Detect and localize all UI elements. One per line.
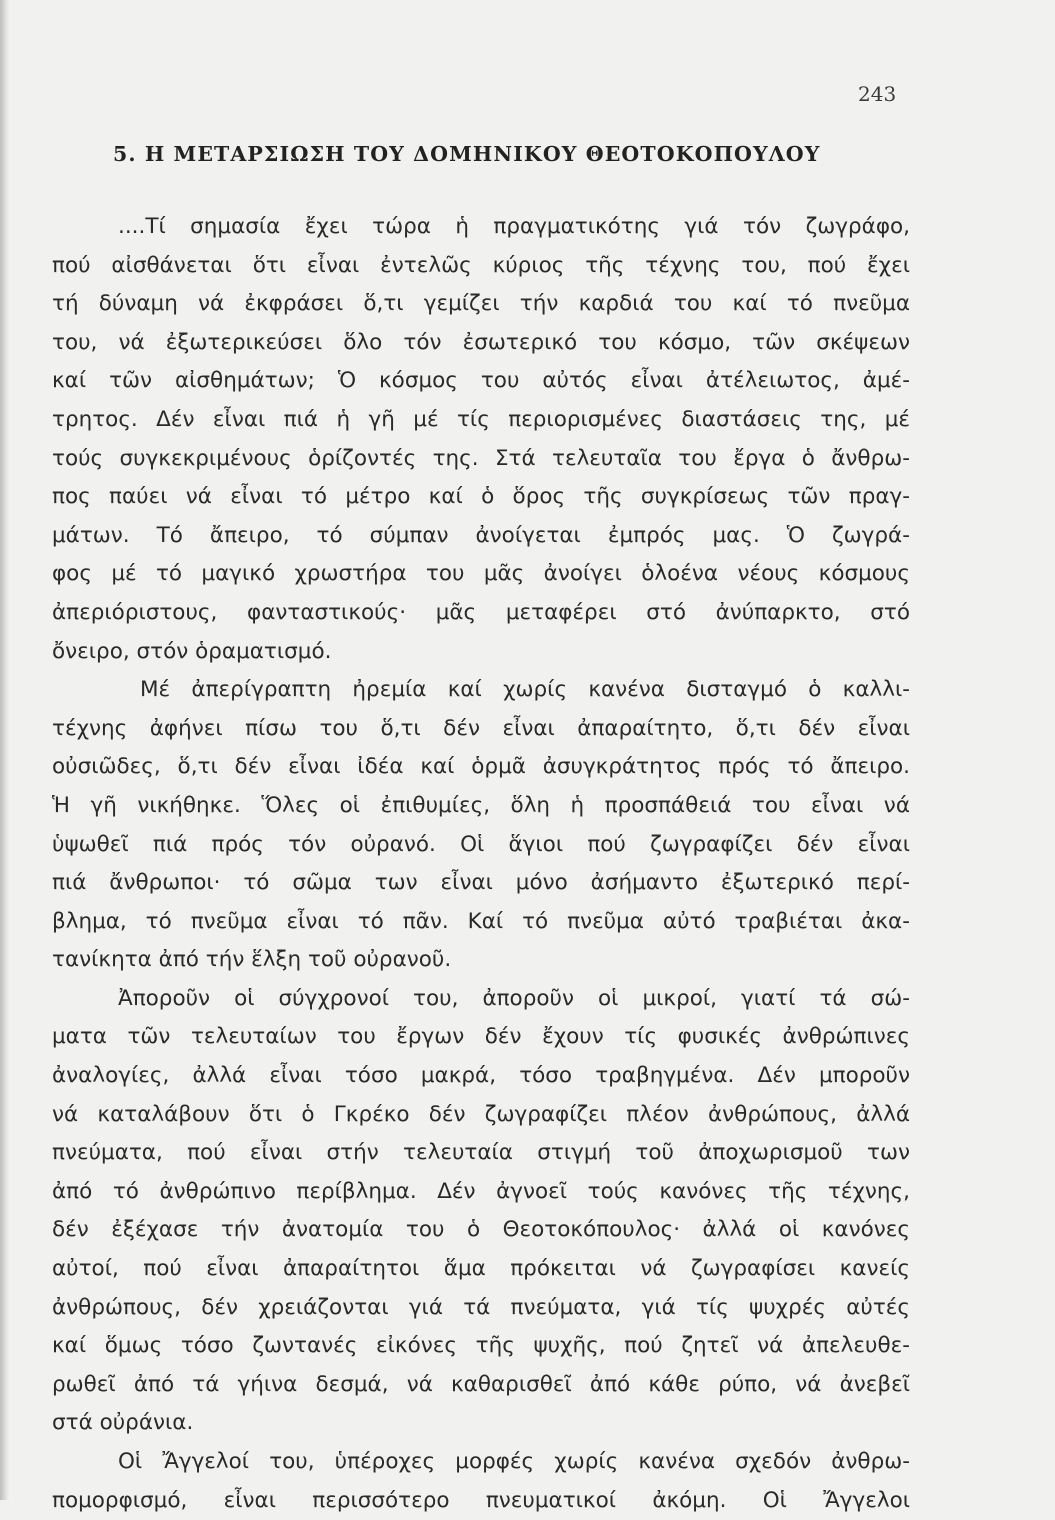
text-line: πος παύει νά εἶναι τό μέτρο καί ὁ ὅρος τῆς συγκρίσεως τῶν πραγ- — [52, 484, 910, 510]
text-line: Ἡ γῆ νικήθηκε. Ὅλες οἱ ἐπιθυμίες, ὅλη ἡ προσπάθειά του εἶναι νά — [52, 792, 910, 818]
text-line: Μέ ἀπερίγραπτη ἠρεμία καί χωρίς κανένα δισταγμό ὁ καλλι- — [140, 677, 910, 703]
text-line: τούς συγκεκριμένους ὁρίζοντές της. Στά τελευταῖα του ἔργα ὁ ἄνθρω- — [52, 445, 910, 471]
chapter-heading: 5. Η ΜΕΤΑΡΣΙΩΣΗ ΤΟΥ ΔΟΜΗΝΙΚΟΥ ΘΕΟΤΟΚΟΠΟΥΛΟΥ — [113, 142, 821, 166]
text-line: στά οὐράνια. — [52, 1410, 194, 1436]
text-line: Οἱ Ἄγγελοί του, ὑπέροχες μορφές χωρίς κανένα σχεδόν ἀνθρω- — [118, 1449, 910, 1474]
text-line: βλημα, τό πνεῦμα εἶναι τό πᾶν. Καί τό πνεῦμα αὐτό τραβιέται ἀκα- — [52, 908, 910, 934]
text-line: καί τῶν αἰσθημάτων; Ὁ κόσμος του αὐτός εἶναι ἀτέλειωτος, ἀμέ- — [52, 368, 910, 394]
text-line: οὐσιῶδες, ὅ,τι δέν εἶναι ἰδέα καί ὁρμᾶ ἀσυγκράτητος πρός τό ἄπειρο. — [52, 754, 910, 780]
text-line: ὑψωθεῖ πιά πρός τόν οὐρανό. Οἱ ἅγιοι πού ζωγραφίζει δέν εἶναι — [52, 831, 910, 857]
paragraph-1 — [52, 208, 910, 671]
text-line: αὐτοί, πού εἶναι ἀπαραίτητοι ἅμα πρόκειται νά ζωγραφίσει κανείς — [52, 1256, 910, 1282]
text-line: ὄνειρο, στόν ὁραματισμό. — [52, 638, 332, 664]
text-line: πομορφισμό, εἶναι περισσότερο πνευματικοί ἀκόμη. Οἱ Ἄγγελοι — [52, 1487, 910, 1513]
text-line: νά καταλάβουν ὅτι ὁ Γκρέκο δέν ζωγραφίζει πλέον ἀνθρώπους, ἀλλά — [52, 1101, 910, 1127]
text-line: πού αἰσθάνεται ὅτι εἶναι ἐντελῶς κύριος τῆς τέχνης του, πού ἔχει — [52, 252, 910, 278]
text-line: πιά ἄνθρωποι· τό σῶμα των εἶναι μόνο ἀσήμαντο ἐξωτερικό περί- — [52, 870, 910, 896]
text-line: Ἀποροῦν οἱ σύγχρονοί του, ἀποροῦν οἱ μικροί, γιατί τά σώ- — [118, 985, 910, 1011]
text-line: του, νά ἐξωτερικεύσει ὅλο τόν ἐσωτερικό του κόσμο, τῶν σκέψεων — [52, 329, 910, 355]
text-line: μάτων. Τό ἄπειρο, τό σύμπαν ἀνοίγεται ἐμπρός μας. Ὁ ζωγρά- — [52, 522, 910, 548]
text-line: ....Τί σημασία ἔχει τώρα ἡ πραγματικότης γιά τόν ζωγράφο, — [118, 214, 910, 239]
text-line: τανίκητα ἀπό τήν ἕλξη τοῦ οὐρανοῦ. — [52, 947, 452, 973]
text-line: πνεύματα, πού εἶναι στήν τελευταία στιγμή τοῦ ἀποχωρισμοῦ των — [52, 1140, 910, 1166]
text-line: τή δύναμη νά ἐκφράσει ὅ,τι γεμίζει τήν καρδιά του καί τό πνεῦμα — [52, 291, 910, 317]
text-line: ματα τῶν τελευταίων του ἔργων δέν ἔχουν τίς φυσικές ἀνθρώπινες — [52, 1024, 910, 1050]
text-line: καί ὅμως τόσο ζωντανές εἰκόνες τῆς ψυχῆς, πού ζητεῖ νά ἀπελευθε- — [52, 1333, 910, 1359]
text-line: ρωθεῖ ἀπό τά γήινα δεσμά, νά καθαρισθεῖ ἀπό κάθε ρύπο, νά ἀνεβεῖ — [52, 1371, 910, 1397]
body-text — [52, 208, 910, 1520]
text-line: φος μέ τό μαγικό χρωστήρα του μᾶς ἀνοίγει ὁλοένα νέους κόσμους — [52, 561, 910, 587]
page-number: 243 — [858, 82, 897, 106]
paragraph-3 — [52, 980, 910, 1443]
text-line: ἀπό τό ἀνθρώπινο περίβλημα. Δέν ἀγνοεῖ τούς κανόνες τῆς τέχνης, — [52, 1178, 910, 1204]
paragraph-2 — [52, 671, 910, 980]
text-line: ἀναλογίες, ἀλλά εἶναι τόσο μακρά, τόσο τραβηγμένα. Δέν μποροῦν — [52, 1063, 910, 1089]
text-line: τρητος. Δέν εἶναι πιά ἡ γῆ μέ τίς περιορισμένες διαστάσεις της, μέ — [52, 406, 910, 432]
text-line: τέχνης ἀφήνει πίσω του ὅ,τι δέν εἶναι ἀπαραίτητο, ὅ,τι δέν εἶναι — [52, 715, 910, 741]
page-edge-shadow — [0, 0, 9, 1500]
text-line: δέν ἐξέχασε τήν ἀνατομία του ὁ Θεοτοκόπουλος· ἀλλά οἱ κανόνες — [52, 1217, 910, 1243]
text-line: ἀνθρώπους, δέν χρειάζονται γιά τά πνεύματα, γιά τίς ψυχρές αὐτές — [52, 1294, 910, 1320]
text-line: ἀπεριόριστους, φανταστικούς· μᾶς μεταφέρει στό ἀνύπαρκτο, στό — [52, 599, 910, 625]
paragraph-4 — [52, 1443, 910, 1520]
